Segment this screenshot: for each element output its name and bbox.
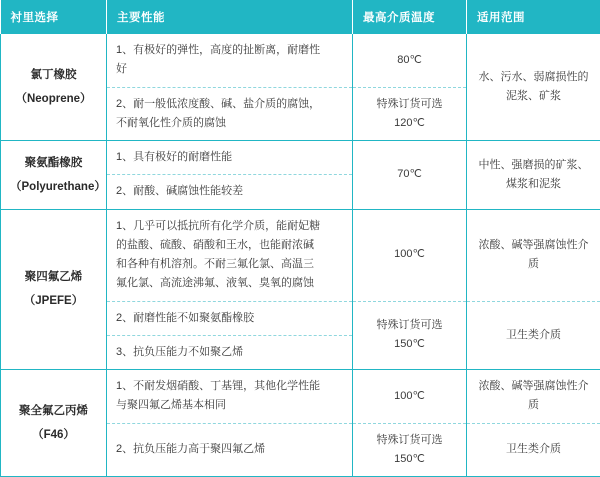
lining-name-main: 聚全氟乙丙烯 xyxy=(10,399,97,423)
table-row xyxy=(1,34,600,87)
temperature-line: 100℃ xyxy=(362,387,457,406)
application-line: 中性、强磨损的矿浆、 xyxy=(476,156,591,175)
cell-performance xyxy=(107,209,353,301)
cell-lining-name xyxy=(1,34,107,141)
table-header xyxy=(1,0,600,34)
temperature-line: 120℃ xyxy=(362,114,457,133)
cell-max-temperature xyxy=(353,87,467,141)
cell-performance xyxy=(107,335,353,369)
lining-name-sub: （JPEFE） xyxy=(10,289,97,313)
temperature-line: 150℃ xyxy=(362,450,457,469)
temperature-line: 特殊订货可选 xyxy=(362,95,457,114)
application-line: 浓酸、碱等强腐蚀性介 xyxy=(476,236,591,255)
temperature-line: 特殊订货可选 xyxy=(362,316,457,335)
application-line: 质 xyxy=(476,255,591,274)
column-header-lining: 衬里选择 xyxy=(1,0,107,34)
cell-lining-name xyxy=(1,141,107,210)
cell-application-range xyxy=(467,301,600,370)
application-line: 卫生类介质 xyxy=(476,440,591,459)
cell-max-temperature xyxy=(353,423,467,477)
column-header-performance: 主要性能 xyxy=(107,0,353,34)
performance-line: 2、耐酸、碱腐蚀性能较差 xyxy=(116,182,343,201)
performance-line: 与聚四氟乙烯基本相同 xyxy=(116,396,343,415)
lining-name-sub: （F46） xyxy=(10,423,97,447)
table-row xyxy=(1,370,600,424)
cell-performance xyxy=(107,301,353,335)
table-header-row xyxy=(1,0,600,34)
performance-line: 2、抗负压能力高于聚四氟乙烯 xyxy=(116,440,343,459)
performance-line: 1、有极好的弹性，高度的扯断离，耐磨性 xyxy=(116,41,343,60)
performance-line: 不耐氧化性介质的腐蚀 xyxy=(116,114,343,133)
cell-application-range xyxy=(467,141,600,210)
cell-max-temperature xyxy=(353,141,467,210)
cell-lining-name xyxy=(1,370,107,477)
temperature-line: 100℃ xyxy=(362,245,457,264)
cell-application-range xyxy=(467,209,600,301)
cell-application-range xyxy=(467,423,600,477)
application-line: 卫生类介质 xyxy=(476,326,591,345)
cell-application-range xyxy=(467,370,600,424)
performance-line: 和各种有机溶剂。不耐三氟化氯、高温三 xyxy=(116,255,343,274)
cell-lining-name xyxy=(1,209,107,370)
lining-name-sub: （Polyurethane） xyxy=(10,175,97,199)
cell-performance xyxy=(107,141,353,175)
table-body xyxy=(1,34,600,477)
cell-performance xyxy=(107,87,353,141)
application-line: 质 xyxy=(476,396,591,415)
cell-max-temperature xyxy=(353,301,467,370)
cell-performance xyxy=(107,34,353,87)
lining-name-main: 聚四氟乙烯 xyxy=(10,265,97,289)
lining-name-sub: （Neoprene） xyxy=(10,87,97,111)
temperature-line: 70℃ xyxy=(362,165,457,184)
column-header-max-temperature: 最高介质温度 xyxy=(353,0,467,34)
performance-line: 1、不耐发烟硝酸、丁基锂，其他化学性能 xyxy=(116,377,343,396)
application-line: 浓酸、碱等强腐蚀性介 xyxy=(476,377,591,396)
performance-line: 2、耐一般低浓度酸、碱、盐介质的腐蚀， xyxy=(116,95,343,114)
temperature-line: 80℃ xyxy=(362,51,457,70)
column-header-application: 适用范围 xyxy=(467,0,600,34)
application-line: 水、污水、弱腐损性的 xyxy=(476,68,591,87)
temperature-line: 特殊订货可选 xyxy=(362,431,457,450)
performance-line: 1、几乎可以抵抗所有化学介质，能耐妃糖 xyxy=(116,217,343,236)
cell-max-temperature xyxy=(353,34,467,87)
performance-line: 3、抗负压能力不如聚乙烯 xyxy=(116,343,343,362)
temperature-line: 150℃ xyxy=(362,335,457,354)
cell-performance xyxy=(107,370,353,424)
cell-max-temperature xyxy=(353,370,467,424)
cell-max-temperature xyxy=(353,209,467,301)
cell-performance xyxy=(107,423,353,477)
application-line: 煤浆和泥浆 xyxy=(476,175,591,194)
table-row xyxy=(1,141,600,175)
performance-line: 的盐酸、硫酸、硝酸和王水，也能耐浓碱 xyxy=(116,236,343,255)
lining-name-main: 聚氨酯橡胶 xyxy=(10,151,97,175)
application-line: 泥浆、矿浆 xyxy=(476,87,591,106)
cell-performance xyxy=(107,175,353,209)
performance-line: 1、具有极好的耐磨性能 xyxy=(116,148,343,167)
performance-line: 好 xyxy=(116,60,343,79)
performance-line: 2、耐磨性能不如聚氨酯橡胶 xyxy=(116,309,343,328)
performance-line: 氟化氯、高流途沸氟、液氧、臭氧的腐蚀 xyxy=(116,274,343,293)
lining-name-main: 氯丁橡胶 xyxy=(10,63,97,87)
table-row xyxy=(1,209,600,301)
cell-application-range xyxy=(467,34,600,141)
